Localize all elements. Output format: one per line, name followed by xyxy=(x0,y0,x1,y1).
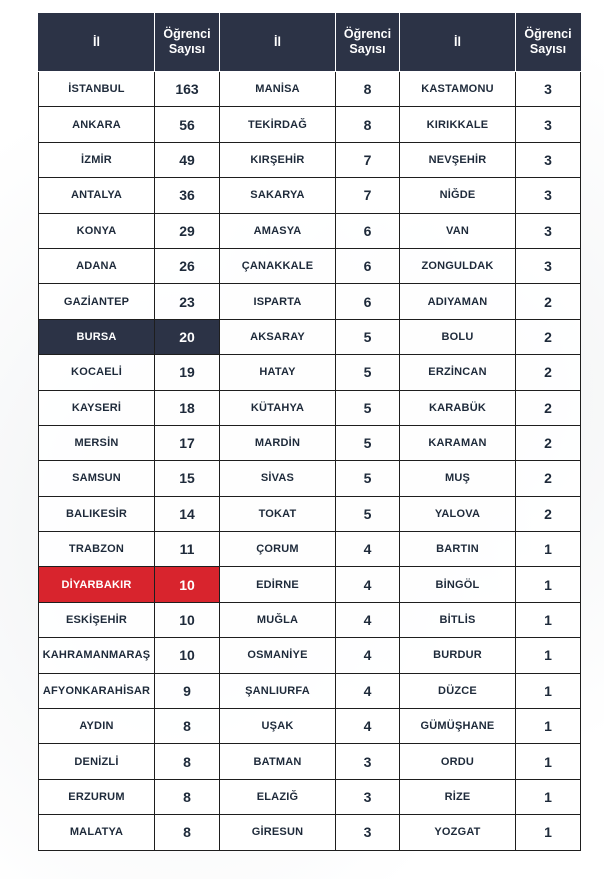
province-name: MUŞ xyxy=(400,461,516,496)
province-name: ELAZIĞ xyxy=(220,779,336,814)
province-name: OSMANİYE xyxy=(220,638,336,673)
table-row xyxy=(39,638,581,673)
header-il: İl xyxy=(400,13,516,72)
province-name: KASTAMONU xyxy=(400,72,516,107)
province-name: TEKİRDAĞ xyxy=(220,107,336,142)
student-count: 49 xyxy=(155,142,220,177)
student-count: 14 xyxy=(155,496,220,531)
table-row xyxy=(39,142,581,177)
province-name: ADIYAMAN xyxy=(400,284,516,319)
province-name: ERZİNCAN xyxy=(400,355,516,390)
student-count: 6 xyxy=(336,248,400,283)
student-count: 3 xyxy=(516,178,581,213)
student-count: 20 xyxy=(155,319,220,354)
province-name: MERSİN xyxy=(39,425,155,460)
province-name: GAZİANTEP xyxy=(39,284,155,319)
table-row xyxy=(39,213,581,248)
province-name: AYDIN xyxy=(39,709,155,744)
student-count: 2 xyxy=(516,461,581,496)
student-count: 4 xyxy=(336,673,400,708)
table-row xyxy=(39,744,581,779)
province-name: NEVŞEHİR xyxy=(400,142,516,177)
province-name: ÇORUM xyxy=(220,532,336,567)
student-count: 8 xyxy=(155,779,220,814)
table-row xyxy=(39,390,581,425)
province-name: YOZGAT xyxy=(400,815,516,850)
student-count: 2 xyxy=(516,284,581,319)
province-name: VAN xyxy=(400,213,516,248)
student-count: 5 xyxy=(336,496,400,531)
province-name: DENİZLİ xyxy=(39,744,155,779)
header-il: İl xyxy=(39,13,155,72)
province-name: KAYSERİ xyxy=(39,390,155,425)
province-name: ORDU xyxy=(400,744,516,779)
province-name: NİĞDE xyxy=(400,178,516,213)
province-name: BOLU xyxy=(400,319,516,354)
province-name: KARAMAN xyxy=(400,425,516,460)
province-name: ŞANLIURFA xyxy=(220,673,336,708)
student-count: 3 xyxy=(336,815,400,850)
province-name: SAMSUN xyxy=(39,461,155,496)
table-row xyxy=(39,319,581,354)
student-count: 6 xyxy=(336,284,400,319)
province-name: MANİSA xyxy=(220,72,336,107)
province-name: MUĞLA xyxy=(220,602,336,637)
table-row xyxy=(39,72,581,107)
student-count: 5 xyxy=(336,355,400,390)
province-name: BARTIN xyxy=(400,532,516,567)
province-name: MARDİN xyxy=(220,425,336,460)
student-count: 11 xyxy=(155,532,220,567)
province-name: KIRIKKALE xyxy=(400,107,516,142)
student-count: 8 xyxy=(155,744,220,779)
student-count: 2 xyxy=(516,496,581,531)
province-name: KONYA xyxy=(39,213,155,248)
province-name: ESKİŞEHİR xyxy=(39,602,155,637)
student-count: 36 xyxy=(155,178,220,213)
student-count: 26 xyxy=(155,248,220,283)
province-name: BİNGÖL xyxy=(400,567,516,602)
province-name: ISPARTA xyxy=(220,284,336,319)
student-count: 10 xyxy=(155,567,220,602)
table-row xyxy=(39,602,581,637)
table-body xyxy=(39,72,581,851)
student-count: 1 xyxy=(516,744,581,779)
province-name: BALIKESİR xyxy=(39,496,155,531)
table-row xyxy=(39,248,581,283)
province-name: KOCAELİ xyxy=(39,355,155,390)
student-count: 5 xyxy=(336,390,400,425)
province-name: KIRŞEHİR xyxy=(220,142,336,177)
province-name: GİRESUN xyxy=(220,815,336,850)
student-count: 3 xyxy=(516,72,581,107)
province-name: YALOVA xyxy=(400,496,516,531)
student-count-table xyxy=(38,13,581,851)
student-count: 5 xyxy=(336,425,400,460)
student-count: 18 xyxy=(155,390,220,425)
student-count: 5 xyxy=(336,461,400,496)
province-name: İSTANBUL xyxy=(39,72,155,107)
student-count: 1 xyxy=(516,673,581,708)
province-name: ZONGULDAK xyxy=(400,248,516,283)
table-row xyxy=(39,178,581,213)
student-count: 2 xyxy=(516,425,581,460)
student-count: 1 xyxy=(516,709,581,744)
student-count: 3 xyxy=(336,744,400,779)
student-count: 5 xyxy=(336,319,400,354)
province-name: GÜMÜŞHANE xyxy=(400,709,516,744)
student-count: 3 xyxy=(516,107,581,142)
province-name: DİYARBAKIR xyxy=(39,567,155,602)
student-count: 19 xyxy=(155,355,220,390)
table-row xyxy=(39,532,581,567)
province-name: BATMAN xyxy=(220,744,336,779)
student-count: 3 xyxy=(516,142,581,177)
student-count: 29 xyxy=(155,213,220,248)
student-count: 1 xyxy=(516,779,581,814)
table-row xyxy=(39,107,581,142)
table-row xyxy=(39,779,581,814)
student-count: 1 xyxy=(516,532,581,567)
student-count: 8 xyxy=(155,709,220,744)
student-count: 3 xyxy=(336,779,400,814)
province-name: KÜTAHYA xyxy=(220,390,336,425)
province-name: SAKARYA xyxy=(220,178,336,213)
province-name: ANKARA xyxy=(39,107,155,142)
province-name: UŞAK xyxy=(220,709,336,744)
student-count: 8 xyxy=(336,72,400,107)
student-count: 17 xyxy=(155,425,220,460)
student-count: 7 xyxy=(336,178,400,213)
province-name: MALATYA xyxy=(39,815,155,850)
province-name: TRABZON xyxy=(39,532,155,567)
student-count: 2 xyxy=(516,355,581,390)
table-row xyxy=(39,815,581,850)
student-count: 23 xyxy=(155,284,220,319)
province-name: DÜZCE xyxy=(400,673,516,708)
header-ogrenci-sayisi: Öğrenci Sayısı xyxy=(336,13,400,72)
province-name: SİVAS xyxy=(220,461,336,496)
province-name: ADANA xyxy=(39,248,155,283)
province-name: RİZE xyxy=(400,779,516,814)
student-count: 2 xyxy=(516,319,581,354)
province-name: AKSARAY xyxy=(220,319,336,354)
header-ogrenci-sayisi: Öğrenci Sayısı xyxy=(155,13,220,72)
student-count: 10 xyxy=(155,638,220,673)
table-row xyxy=(39,425,581,460)
table-row xyxy=(39,567,581,602)
table-row xyxy=(39,461,581,496)
table-row xyxy=(39,284,581,319)
student-count: 9 xyxy=(155,673,220,708)
student-count: 4 xyxy=(336,532,400,567)
table-row xyxy=(39,496,581,531)
student-count: 4 xyxy=(336,638,400,673)
province-name: ERZURUM xyxy=(39,779,155,814)
student-count: 1 xyxy=(516,815,581,850)
student-count: 6 xyxy=(336,213,400,248)
student-count: 1 xyxy=(516,567,581,602)
student-count: 10 xyxy=(155,602,220,637)
student-count: 1 xyxy=(516,638,581,673)
province-name: AFYONKARAHİSAR xyxy=(39,673,155,708)
student-count: 4 xyxy=(336,602,400,637)
province-name: ANTALYA xyxy=(39,178,155,213)
student-count: 3 xyxy=(516,213,581,248)
student-count: 4 xyxy=(336,567,400,602)
header-row xyxy=(39,13,581,72)
province-name: AMASYA xyxy=(220,213,336,248)
student-count: 4 xyxy=(336,709,400,744)
province-name: KARABÜK xyxy=(400,390,516,425)
header-ogrenci-sayisi: Öğrenci Sayısı xyxy=(516,13,581,72)
province-name: İZMİR xyxy=(39,142,155,177)
student-count: 163 xyxy=(155,72,220,107)
student-count: 3 xyxy=(516,248,581,283)
province-name: BURDUR xyxy=(400,638,516,673)
header-il: İl xyxy=(220,13,336,72)
province-name: BİTLİS xyxy=(400,602,516,637)
province-name: HATAY xyxy=(220,355,336,390)
province-name: BURSA xyxy=(39,319,155,354)
province-name: EDİRNE xyxy=(220,567,336,602)
student-count: 7 xyxy=(336,142,400,177)
student-count: 8 xyxy=(155,815,220,850)
table-row xyxy=(39,709,581,744)
table-row xyxy=(39,355,581,390)
student-count: 2 xyxy=(516,390,581,425)
table-row xyxy=(39,673,581,708)
student-count: 1 xyxy=(516,602,581,637)
province-name: KAHRAMANMARAŞ xyxy=(39,638,155,673)
province-name: TOKAT xyxy=(220,496,336,531)
student-count: 8 xyxy=(336,107,400,142)
student-count: 15 xyxy=(155,461,220,496)
province-name: ÇANAKKALE xyxy=(220,248,336,283)
student-count: 56 xyxy=(155,107,220,142)
